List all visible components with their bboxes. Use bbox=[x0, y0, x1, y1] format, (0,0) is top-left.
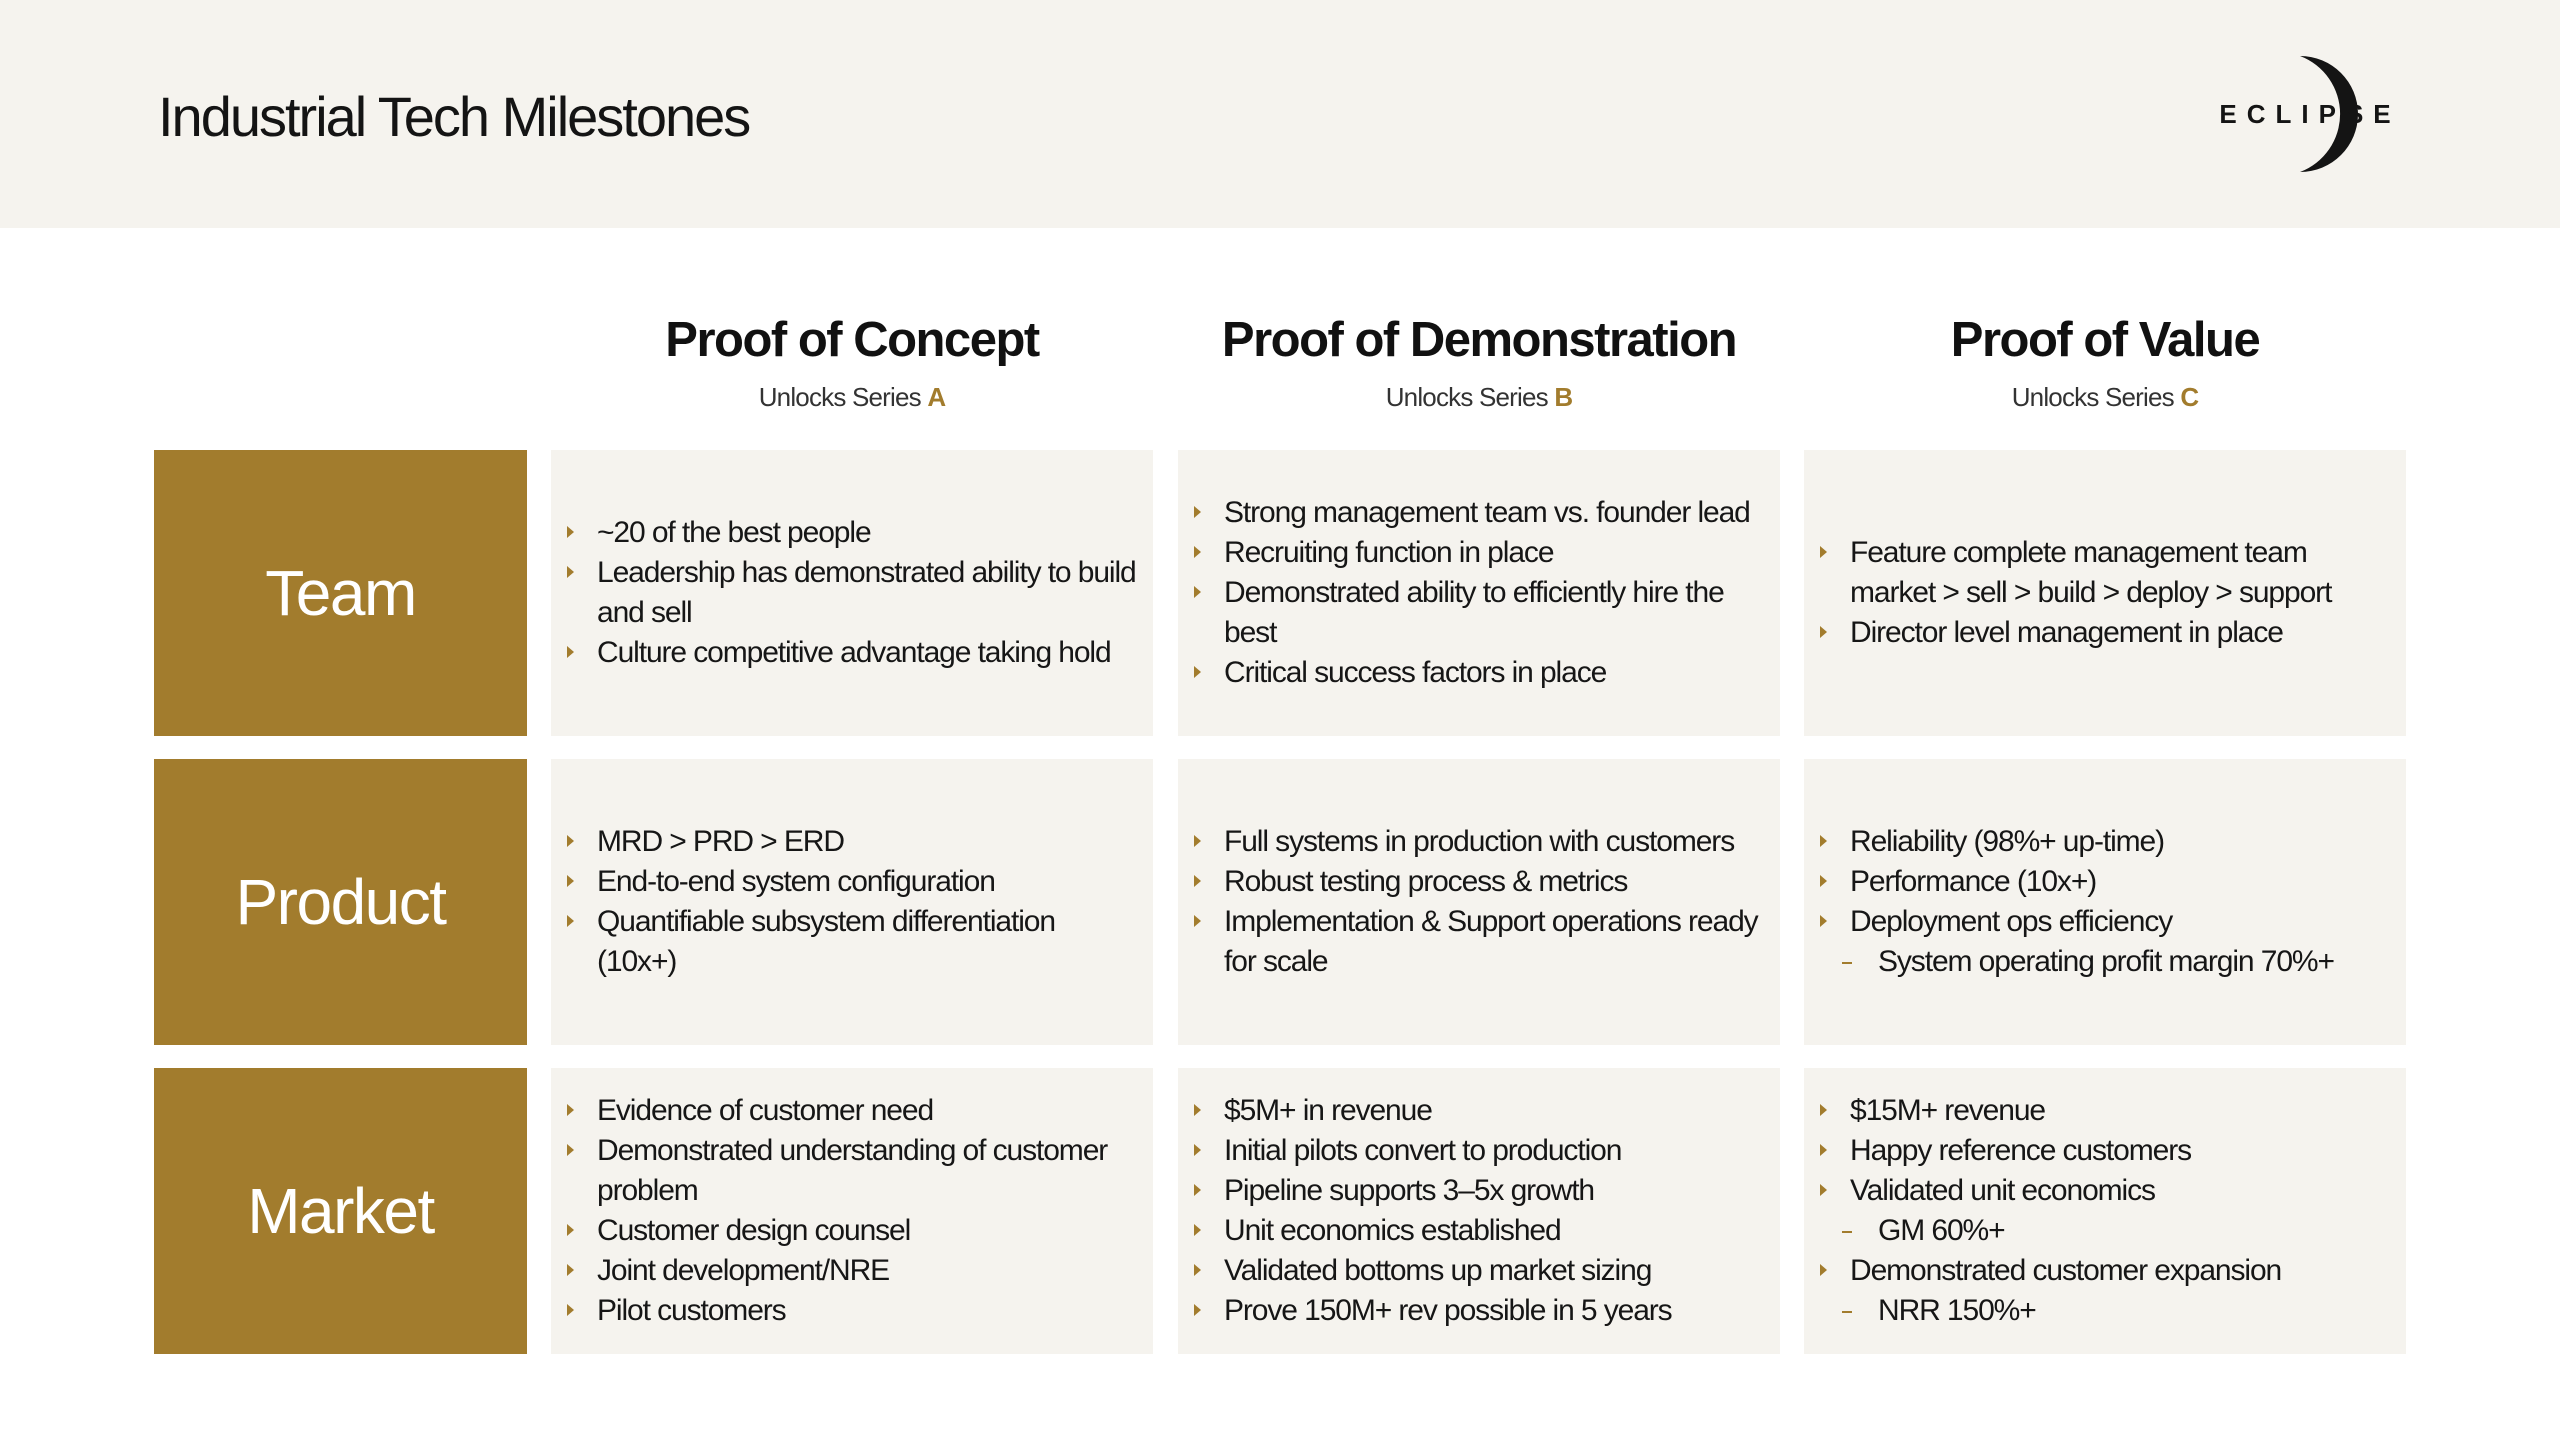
bullet-item: Implementation & Support operations ready for scale bbox=[1194, 902, 1766, 982]
series-letter: A bbox=[927, 382, 946, 412]
bullet-item: $5M+ in revenue bbox=[1194, 1091, 1766, 1131]
bullet-list bbox=[1820, 533, 2392, 653]
column-header-proof-of-value bbox=[1804, 312, 2406, 413]
bullet-item: Demonstrated ability to efficiently hire the best bbox=[1194, 573, 1766, 653]
column-subtitle-prefix: Unlocks Series bbox=[1385, 382, 1555, 412]
bullet-item: Demonstrated customer expansion bbox=[1820, 1251, 2392, 1291]
bullet-item: Recruiting function in place bbox=[1194, 533, 1766, 573]
bullet-item: Critical success factors in place bbox=[1194, 653, 1766, 693]
bullet-list bbox=[567, 822, 1139, 982]
bullet-item: Strong management team vs. founder lead bbox=[1194, 493, 1766, 533]
eclipse-logo bbox=[2210, 54, 2410, 174]
bullet-item: Demonstrated understanding of customer problem bbox=[567, 1131, 1139, 1211]
row-label-product: Product bbox=[154, 759, 527, 1045]
bullet-item: Happy reference customers bbox=[1820, 1131, 2392, 1171]
row-label-team: Team bbox=[154, 450, 527, 736]
cell-product-col2 bbox=[1178, 759, 1780, 1045]
bullet-list bbox=[567, 1091, 1139, 1331]
column-subtitle-prefix: Unlocks Series bbox=[2011, 382, 2181, 412]
column-subtitle bbox=[1178, 382, 1780, 413]
column-title: Proof of Demonstration bbox=[1221, 313, 1737, 367]
page-title: Industrial Tech Milestones bbox=[158, 85, 750, 148]
column-subtitle-prefix: Unlocks Series bbox=[758, 382, 928, 412]
cell-team-col2 bbox=[1178, 450, 1780, 736]
bullet-item: Evidence of customer need bbox=[567, 1091, 1139, 1131]
bullet-item: Leadership has demonstrated ability to build and sell bbox=[567, 553, 1139, 633]
bullet-item: Director level management in place bbox=[1820, 613, 2392, 653]
column-header-proof-of-concept bbox=[551, 312, 1153, 413]
series-letter: C bbox=[2180, 382, 2199, 412]
bullet-item: MRD > PRD > ERD bbox=[567, 822, 1139, 862]
column-subtitle bbox=[551, 382, 1153, 413]
cell-product-col3 bbox=[1804, 759, 2406, 1045]
bullet-item: Validated bottoms up market sizing bbox=[1194, 1251, 1766, 1291]
column-title: Proof of Concept bbox=[665, 313, 1039, 367]
bullet-item: ~20 of the best people bbox=[567, 513, 1139, 553]
sub-bullet-item: System operating profit margin 70%+ bbox=[1820, 942, 2392, 982]
bullet-item: Initial pilots convert to production bbox=[1194, 1131, 1766, 1171]
column-header-proof-of-demonstration bbox=[1178, 312, 1780, 413]
cell-market-col1 bbox=[551, 1068, 1153, 1354]
bullet-list bbox=[1194, 822, 1766, 982]
bullet-list bbox=[1820, 1091, 2392, 1331]
cell-market-col3 bbox=[1804, 1068, 2406, 1354]
row-label-market: Market bbox=[154, 1068, 527, 1354]
bullet-item: Pilot customers bbox=[567, 1291, 1139, 1331]
bullet-item: Prove 150M+ rev possible in 5 years bbox=[1194, 1291, 1766, 1331]
sub-bullet-item: GM 60%+ bbox=[1820, 1211, 2392, 1251]
bullet-item: Validated unit economics bbox=[1820, 1171, 2392, 1211]
bullet-item: Deployment ops efficiency bbox=[1820, 902, 2392, 942]
bullet-item: Performance (10x+) bbox=[1820, 862, 2392, 902]
svg-text:ECLIPSE: ECLIPSE bbox=[2219, 99, 2401, 129]
bullet-item: $15M+ revenue bbox=[1820, 1091, 2392, 1131]
bullet-item: Culture competitive advantage taking hold bbox=[567, 633, 1139, 673]
column-subtitle bbox=[1804, 382, 2406, 413]
cell-market-col2 bbox=[1178, 1068, 1780, 1354]
bullet-list bbox=[1820, 822, 2392, 982]
bullet-list bbox=[567, 513, 1139, 673]
cell-product-col1 bbox=[551, 759, 1153, 1045]
bullet-item: Reliability (98%+ up-time) bbox=[1820, 822, 2392, 862]
cell-team-col1 bbox=[551, 450, 1153, 736]
bullet-item: Robust testing process & metrics bbox=[1194, 862, 1766, 902]
bullet-item: Full systems in production with customers bbox=[1194, 822, 1766, 862]
series-letter: B bbox=[1554, 382, 1573, 412]
sub-bullet-item: NRR 150%+ bbox=[1820, 1291, 2392, 1331]
cell-team-col3 bbox=[1804, 450, 2406, 736]
bullet-item: Joint development/NRE bbox=[567, 1251, 1139, 1291]
bullet-item: End-to-end system configuration bbox=[567, 862, 1139, 902]
bullet-item: Feature complete management team market > sell > build > deploy > support bbox=[1820, 533, 2392, 613]
bullet-item: Unit economics established bbox=[1194, 1211, 1766, 1251]
header-band bbox=[0, 0, 2560, 228]
bullet-item: Pipeline supports 3–5x growth bbox=[1194, 1171, 1766, 1211]
column-title: Proof of Value bbox=[1950, 313, 2260, 367]
bullet-list bbox=[1194, 493, 1766, 693]
bullet-item: Customer design counsel bbox=[567, 1211, 1139, 1251]
eclipse-crescent-logo-icon bbox=[2210, 54, 2410, 174]
bullet-item: Quantifiable subsystem differentiation (10x+) bbox=[567, 902, 1139, 982]
bullet-list bbox=[1194, 1091, 1766, 1331]
